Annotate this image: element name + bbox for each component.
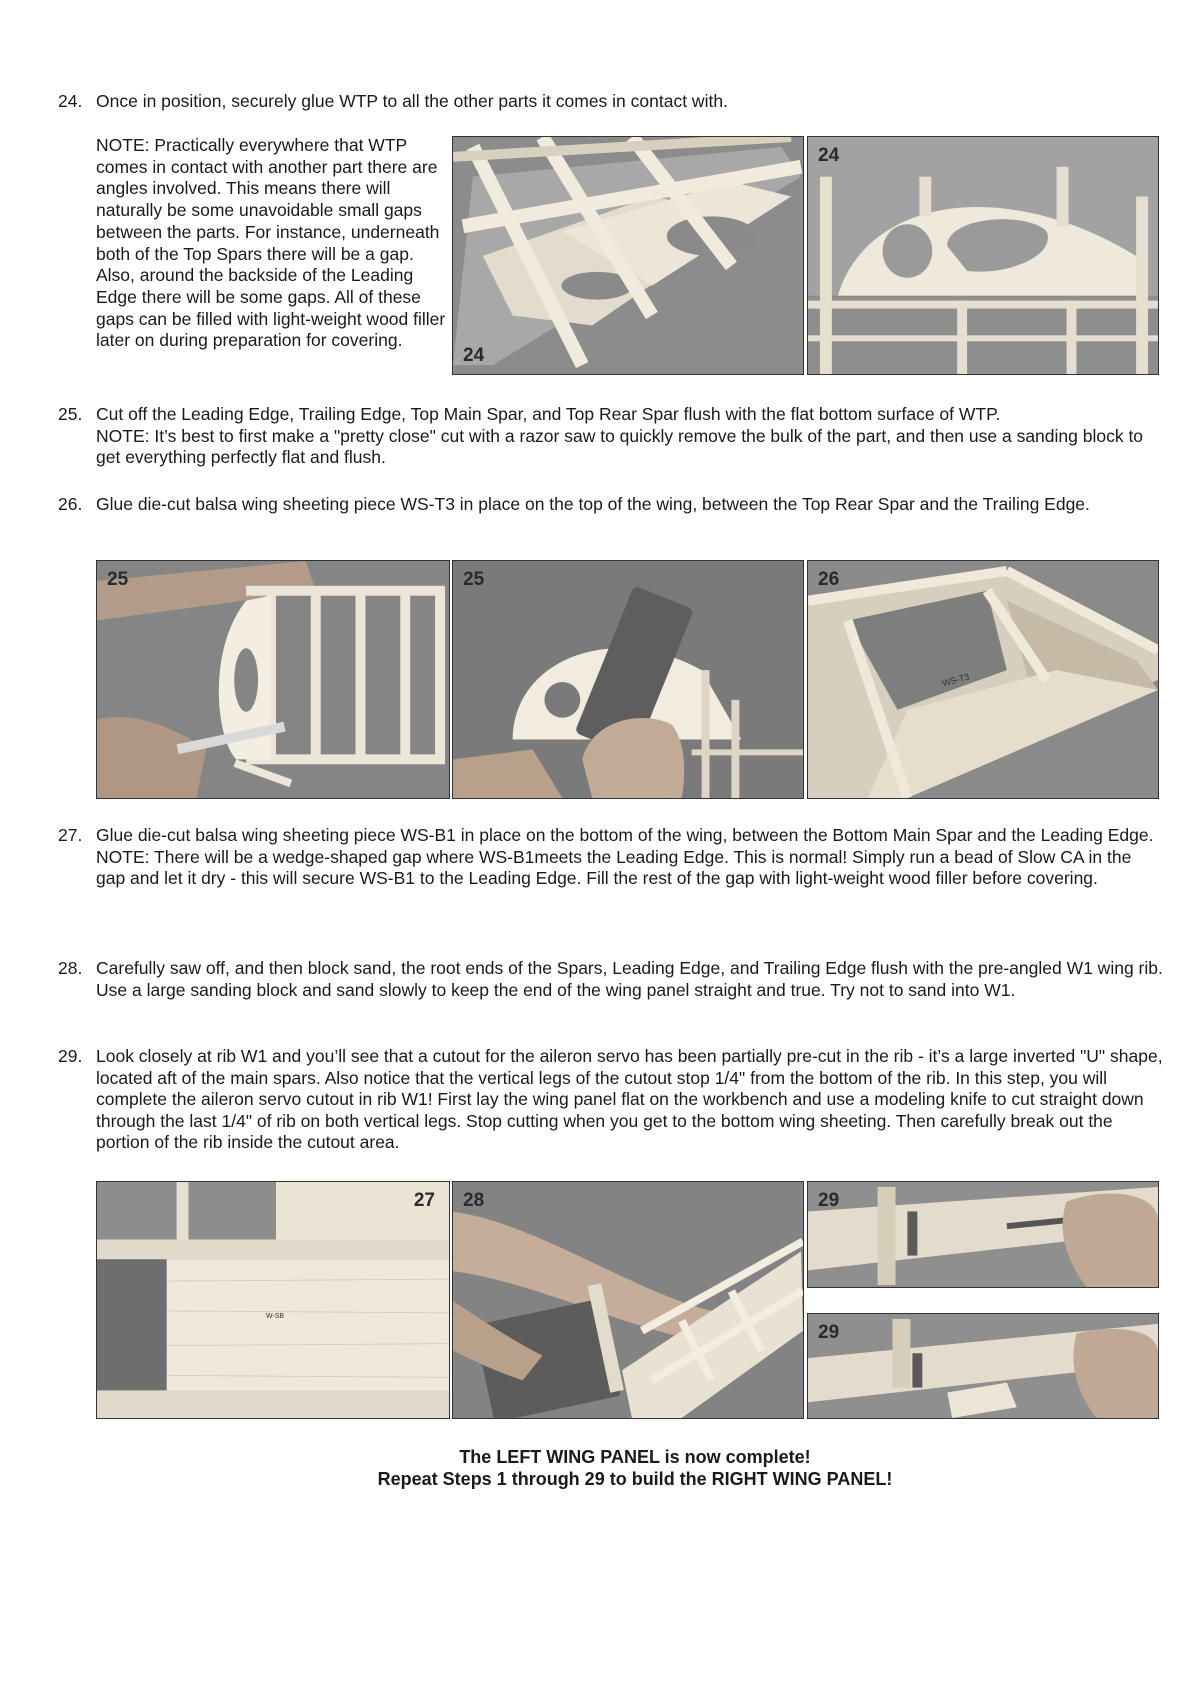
photo-label: 26 xyxy=(818,569,840,590)
photo-label: 24 xyxy=(818,145,840,166)
photo-label: 28 xyxy=(463,1190,485,1211)
photo-25-sanding xyxy=(452,560,804,799)
step-number: 27. xyxy=(58,825,83,845)
ws-b1-marking: W-SB xyxy=(266,1312,285,1320)
step-note: NOTE: It’s best to first make a "pretty close" cut with a razor saw to quickly remove the bulk of the part, and then use a sanding block to get everything perfectly flat and flush. xyxy=(96,425,1144,467)
step-text: Glue die-cut balsa wing sheeting piece WS-T3 in place on the top of the wing, between the Top Rear Spar and the Trailing Edge. xyxy=(96,494,1090,514)
step-number: 26. xyxy=(58,494,83,514)
closing-line-2: Repeat Steps 1 through 29 to build the RIGHT WING PANEL! xyxy=(377,1469,893,1489)
photo-26-sheeting xyxy=(807,560,1159,799)
step-text: Cut off the Leading Edge, Trailing Edge, Top Main Spar, and Top Rear Spar flush with the flat bottom surface of WTP. xyxy=(96,404,1001,424)
step-number: 28. xyxy=(58,958,83,978)
photo-label: 29 xyxy=(818,1190,840,1211)
photo-29-cutout-removed xyxy=(807,1313,1159,1419)
photo-27-bottom-sheeting xyxy=(96,1181,450,1419)
photo-label: 25 xyxy=(463,569,485,590)
step-text: Once in position, securely glue WTP to all the other parts it comes in contact with. xyxy=(96,91,728,111)
photo-29-knife-cut xyxy=(807,1181,1159,1288)
step-24-note: NOTE: Practically everywhere that WTP comes in contact with another part there are angles involved. This means there will naturally be some unavoidable small gaps between the parts. For instance, underneath both of the Top Spars there will be a gap. Also, around the backside of the Leading Edge there will be some gaps. All of these gaps can be filled with light-weight wood filler later on during preparation for covering. xyxy=(96,135,446,351)
photo-label: 24 xyxy=(463,344,485,366)
step-text: Look closely at rib W1 and you’ll see that a cutout for the aileron servo has been partially pre-cut in the rib - it’s a large inverted "U" shape, located aft of the main spars. Also notice that the vertical legs of the cutout stop 1/4" from the bottom of the rib. In this step, you will complete the aileron servo cutout in rib W1! First lay the wing panel flat on the workbench and use a modeling knife to cut straight down through the last 1/4" of rib on both vertical legs. Stop cutting when you get to the bottom wing sheeting. Then carefully break out the portion of the rib inside the cutout area. xyxy=(96,1046,1163,1152)
photo-25-cutting xyxy=(96,560,450,799)
closing-line-1: The LEFT WING PANEL is now complete! xyxy=(459,1447,811,1467)
step-text: Glue die-cut balsa wing sheeting piece WS-B1 in place on the bottom of the wing, between the Bottom Main Spar and the Leading Edge. xyxy=(96,825,1154,845)
photo-label: 25 xyxy=(107,569,129,590)
photo-label: 29 xyxy=(818,1322,840,1343)
step-number: 24. xyxy=(58,91,83,111)
photo-label: 27 xyxy=(413,1190,435,1211)
photo-24-rib-framework xyxy=(452,136,804,375)
step-number: 25. xyxy=(58,404,83,424)
photo-24-wtp-installed xyxy=(807,136,1159,375)
photo-28-root-sanding xyxy=(452,1181,804,1419)
step-note: NOTE: There will be a wedge-shaped gap where WS-B1meets the Leading Edge. This is normal! Simply run a bead of Slow CA in the gap and let it dry - this will secure WS-B1 to the Leading Edge. Fill the rest of the gap with light-weight wood filler before covering. xyxy=(96,846,1132,888)
ws-t3-marking: WS-T3 xyxy=(941,671,971,689)
step-number: 29. xyxy=(58,1046,83,1066)
step-text: Carefully saw off, and then block sand, the root ends of the Spars, Leading Edge, and Trailing Edge flush with the pre-angled W1 wing rib. Use a large sanding block and sand slowly to keep the end of the wing panel straight and true. Try not to sand into W1. xyxy=(96,958,1163,1000)
